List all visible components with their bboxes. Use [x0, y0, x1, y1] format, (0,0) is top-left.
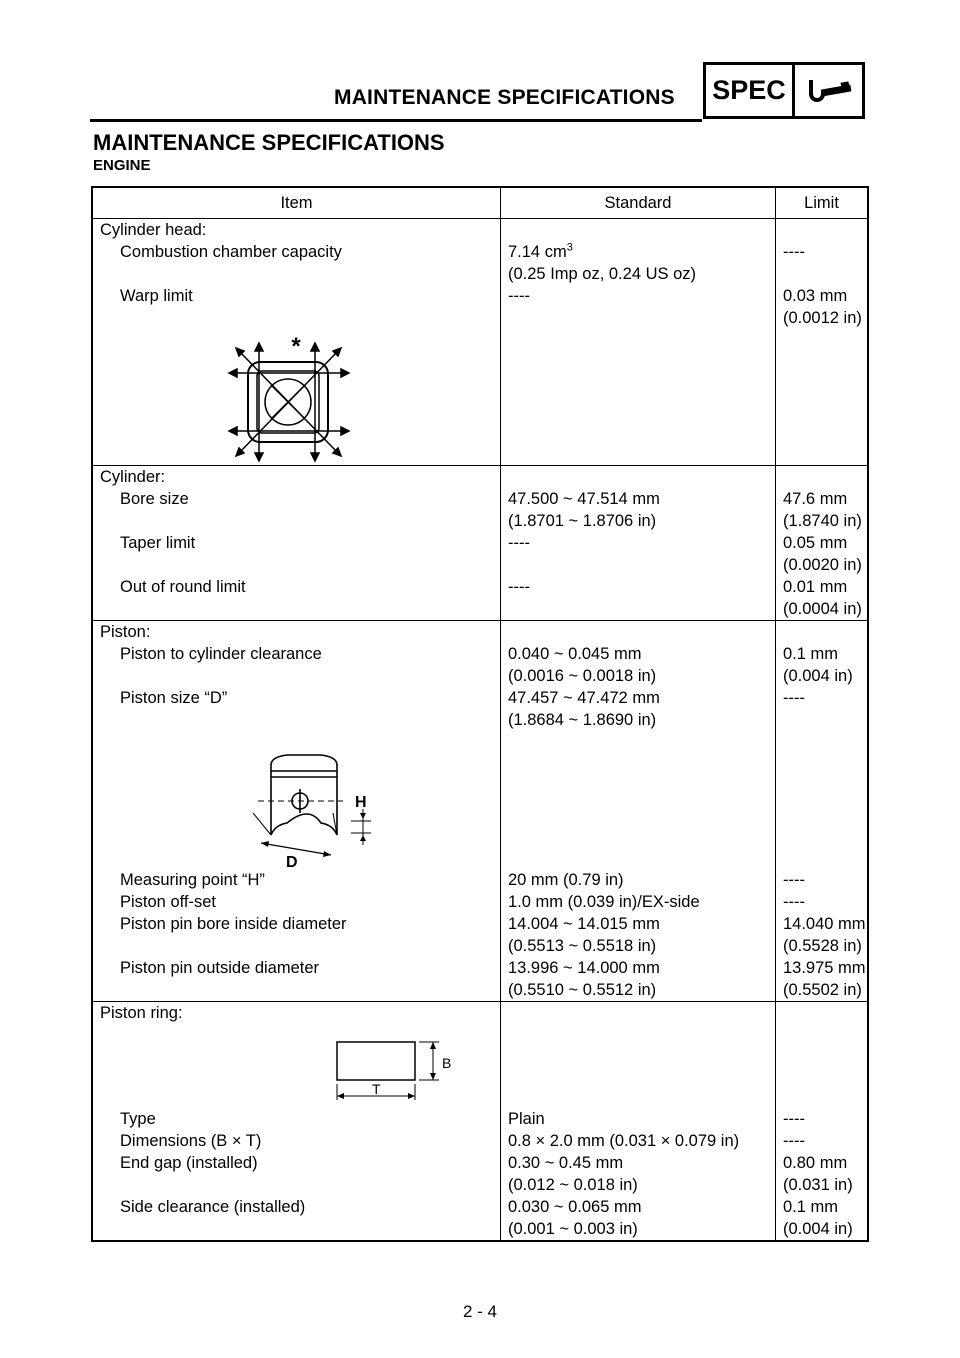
row-standard: ---- [501, 285, 776, 329]
table-row [92, 241, 868, 285]
group-piston [92, 621, 868, 644]
section-subtitle: ENGINE [93, 157, 151, 174]
wrench-icon [795, 65, 862, 116]
row-item: Type [92, 1108, 501, 1130]
row-item: Measuring point “H” [92, 869, 501, 891]
group-cylinder [92, 466, 868, 489]
group-title: Piston ring: [92, 1002, 501, 1025]
row-standard: 0.30 ~ 0.45 mm (0.012 ~ 0.018 in) [501, 1152, 776, 1196]
table-row [92, 285, 868, 329]
table-row [92, 1152, 868, 1196]
row-standard: ---- [501, 532, 776, 576]
table-header-row [92, 187, 868, 219]
row-item: Piston pin outside diameter [92, 957, 501, 1002]
row-standard: 14.004 ~ 14.015 mm (0.5513 ~ 0.5518 in) [501, 913, 776, 957]
row-limit: ---- [783, 689, 805, 707]
row-item: Dimensions (B × T) [92, 1130, 501, 1152]
warp-star-label: * [291, 333, 301, 360]
table-row [92, 532, 868, 576]
col-item: Item [92, 187, 501, 219]
row-item: Out of round limit [92, 576, 501, 621]
table-row [92, 957, 868, 1002]
row-limit: 47.6 mm (1.8740 in) [783, 490, 862, 530]
row-standard: 7.14 $cm^3$ (0.25 Imp oz, 0.24 US oz) [501, 241, 776, 285]
row-item: End gap (installed) [92, 1152, 501, 1196]
row-limit: 0.1 mm (0.004 in) [783, 1198, 853, 1238]
spec-table [91, 186, 869, 1242]
row-limit: 0.03 mm (0.0012 in) [783, 287, 862, 327]
table-row [92, 869, 868, 891]
row-limit: ---- [783, 871, 805, 889]
figure-row [92, 1024, 868, 1108]
col-standard: Standard [501, 187, 776, 219]
row-limit: 0.1 mm (0.004 in) [783, 645, 853, 685]
row-standard: 0.8 × 2.0 mm (0.031 × 0.079 in) [501, 1130, 776, 1152]
row-limit: 0.05 mm (0.0020 in) [783, 534, 862, 574]
row-limit: ---- [783, 243, 805, 261]
table-row [92, 643, 868, 687]
row-limit: 14.040 mm (0.5528 in) [783, 915, 866, 955]
row-item: Combustion chamber capacity [92, 241, 501, 285]
row-standard: 1.0 mm (0.039 in)/EX-side [501, 891, 776, 913]
figure-row [92, 731, 868, 869]
group-title: Cylinder: [92, 466, 501, 489]
table-row [92, 1196, 868, 1241]
table-row [92, 913, 868, 957]
table-row [92, 891, 868, 913]
ring-b-label: B [442, 1055, 452, 1071]
table-row [92, 1130, 868, 1152]
row-item: Taper limit [92, 532, 501, 576]
warp-figure [92, 329, 501, 466]
row-limit: ---- [783, 1110, 805, 1128]
row-limit: 0.80 mm (0.031 in) [783, 1154, 853, 1194]
ring-figure [92, 1024, 501, 1108]
table-row [92, 1108, 868, 1130]
piston-h-label: H [355, 794, 367, 811]
row-item: Piston size “D” [92, 687, 501, 731]
spec-badge [703, 62, 865, 119]
row-standard: 47.500 ~ 47.514 mm (1.8701 ~ 1.8706 in) [501, 488, 776, 532]
row-item: Side clearance (installed) [92, 1196, 501, 1241]
row-standard: Plain [501, 1108, 776, 1130]
section-title: MAINTENANCE SPECIFICATIONS [93, 130, 445, 155]
row-limit: ---- [783, 1132, 805, 1150]
row-limit: 0.01 mm (0.0004 in) [783, 578, 862, 618]
figure-row [92, 329, 868, 466]
row-limit: 13.975 mm (0.5502 in) [783, 959, 866, 999]
row-limit: ---- [783, 893, 805, 911]
table-row [92, 687, 868, 731]
group-title: Cylinder head: [92, 219, 501, 242]
group-piston-ring [92, 1002, 868, 1025]
col-limit: Limit [776, 187, 869, 219]
group-cylinder-head [92, 219, 868, 242]
group-title: Piston: [92, 621, 501, 644]
header-title: MAINTENANCE SPECIFICATIONS [334, 86, 675, 109]
row-item: Bore size [92, 488, 501, 532]
header-rule [90, 119, 702, 122]
row-standard: 20 mm (0.79 in) [501, 869, 776, 891]
row-standard: 13.996 ~ 14.000 mm (0.5510 ~ 0.5512 in) [501, 957, 776, 1002]
row-item: Piston to cylinder clearance [92, 643, 501, 687]
page-number: 2 - 4 [462, 1302, 498, 1321]
row-item: Warp limit [92, 285, 501, 329]
table-row [92, 488, 868, 532]
row-standard: 0.030 ~ 0.065 mm (0.001 ~ 0.003 in) [501, 1196, 776, 1241]
row-standard: ---- [501, 576, 776, 621]
row-item: Piston pin bore inside diameter [92, 913, 501, 957]
row-standard: 0.040 ~ 0.045 mm (0.0016 ~ 0.0018 in) [501, 643, 776, 687]
ring-t-label: T [372, 1081, 381, 1097]
piston-figure [92, 731, 501, 869]
row-standard: 47.457 ~ 47.472 mm (1.8684 ~ 1.8690 in) [501, 687, 776, 731]
piston-d-label: D [286, 854, 298, 869]
row-item: Piston off-set [92, 891, 501, 913]
spec-label: SPEC [706, 65, 795, 116]
table-row [92, 576, 868, 621]
